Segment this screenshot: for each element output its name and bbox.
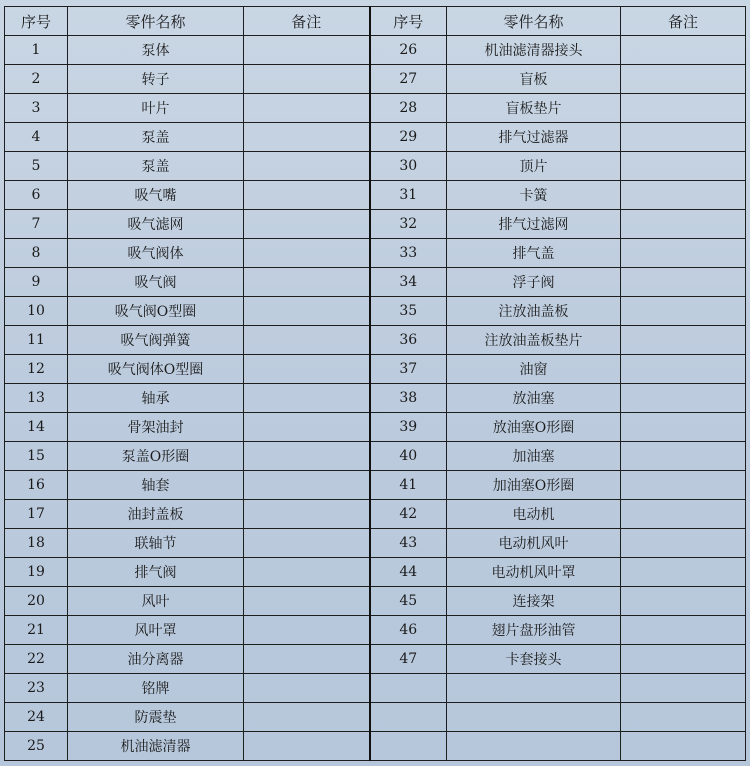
cell-name-right: 放油塞 (447, 384, 621, 413)
cell-name-left: 排气阀 (68, 558, 244, 587)
cell-no-left: 12 (5, 355, 68, 384)
header-name-left: 零件名称 (68, 7, 244, 36)
cell-note-right (621, 210, 746, 239)
cell-name-left: 吸气嘴 (68, 181, 244, 210)
header-note-left: 备注 (244, 7, 370, 36)
cell-no-left: 19 (5, 558, 68, 587)
cell-note-left (244, 152, 370, 181)
cell-no-left: 22 (5, 645, 68, 674)
table-row (5, 674, 746, 703)
cell-name-left: 防震垫 (68, 703, 244, 732)
cell-note-right (621, 65, 746, 94)
cell-no-right: 30 (370, 152, 447, 181)
cell-note-right (621, 94, 746, 123)
cell-note-left (244, 558, 370, 587)
cell-name-left: 吸气阀体O型圈 (68, 355, 244, 384)
cell-no-right (370, 732, 447, 761)
cell-name-right: 顶片 (447, 152, 621, 181)
cell-no-right: 35 (370, 297, 447, 326)
table-row (5, 355, 746, 384)
cell-name-left: 轴承 (68, 384, 244, 413)
cell-no-left: 17 (5, 500, 68, 529)
cell-name-left: 风叶 (68, 587, 244, 616)
cell-note-right (621, 152, 746, 181)
cell-name-left: 吸气阀弹簧 (68, 326, 244, 355)
cell-no-left: 5 (5, 152, 68, 181)
table-row (5, 65, 746, 94)
cell-name-right (447, 703, 621, 732)
cell-no-right: 27 (370, 65, 447, 94)
cell-no-left: 11 (5, 326, 68, 355)
header-no-left: 序号 (5, 7, 68, 36)
cell-no-left: 23 (5, 674, 68, 703)
cell-note-right (621, 268, 746, 297)
cell-note-right (621, 645, 746, 674)
cell-no-left: 14 (5, 413, 68, 442)
cell-name-left: 泵盖 (68, 123, 244, 152)
cell-note-left (244, 645, 370, 674)
cell-note-left (244, 384, 370, 413)
cell-no-right: 44 (370, 558, 447, 587)
cell-note-right (621, 355, 746, 384)
cell-no-right: 26 (370, 36, 447, 65)
cell-no-right: 34 (370, 268, 447, 297)
cell-note-left (244, 239, 370, 268)
table-body (5, 36, 746, 761)
cell-note-right (621, 674, 746, 703)
table-row (5, 239, 746, 268)
cell-no-right: 46 (370, 616, 447, 645)
cell-name-right: 翅片盘形油管 (447, 616, 621, 645)
cell-no-left: 8 (5, 239, 68, 268)
cell-no-left: 18 (5, 529, 68, 558)
cell-note-left (244, 529, 370, 558)
table-row (5, 558, 746, 587)
table-row (5, 732, 746, 761)
cell-no-left: 16 (5, 471, 68, 500)
table-row (5, 94, 746, 123)
cell-note-right (621, 239, 746, 268)
cell-no-left: 1 (5, 36, 68, 65)
cell-name-right: 排气过滤器 (447, 123, 621, 152)
cell-note-right (621, 123, 746, 152)
cell-no-right: 33 (370, 239, 447, 268)
cell-no-left: 15 (5, 442, 68, 471)
table-row (5, 616, 746, 645)
cell-name-right: 盲板垫片 (447, 94, 621, 123)
cell-note-left (244, 326, 370, 355)
cell-no-right: 29 (370, 123, 447, 152)
table-row (5, 297, 746, 326)
table-row (5, 268, 746, 297)
cell-no-right: 42 (370, 500, 447, 529)
cell-name-right: 电动机风叶 (447, 529, 621, 558)
cell-no-right: 31 (370, 181, 447, 210)
header-name-right: 零件名称 (447, 7, 621, 36)
cell-no-left: 13 (5, 384, 68, 413)
header-note-right: 备注 (621, 7, 746, 36)
cell-note-right (621, 384, 746, 413)
cell-no-right: 43 (370, 529, 447, 558)
cell-no-right: 36 (370, 326, 447, 355)
cell-note-right (621, 500, 746, 529)
cell-no-left: 7 (5, 210, 68, 239)
cell-no-right: 41 (370, 471, 447, 500)
cell-note-right (621, 616, 746, 645)
cell-name-left: 骨架油封 (68, 413, 244, 442)
cell-note-right (621, 471, 746, 500)
cell-name-right: 卡套接头 (447, 645, 621, 674)
header-no-right: 序号 (370, 7, 447, 36)
cell-note-left (244, 36, 370, 65)
table-header-row (5, 7, 746, 36)
cell-name-left: 联轴节 (68, 529, 244, 558)
cell-note-right (621, 529, 746, 558)
cell-note-left (244, 94, 370, 123)
cell-name-left: 油分离器 (68, 645, 244, 674)
cell-no-left: 9 (5, 268, 68, 297)
cell-name-left: 油封盖板 (68, 500, 244, 529)
cell-note-right (621, 413, 746, 442)
cell-note-left (244, 500, 370, 529)
cell-no-right: 38 (370, 384, 447, 413)
cell-name-right: 加油塞O形圈 (447, 471, 621, 500)
cell-note-left (244, 181, 370, 210)
table-row (5, 181, 746, 210)
table-row (5, 152, 746, 181)
cell-note-left (244, 355, 370, 384)
cell-name-right: 注放油盖板垫片 (447, 326, 621, 355)
table-row (5, 210, 746, 239)
cell-name-right: 电动机 (447, 500, 621, 529)
cell-name-left: 泵体 (68, 36, 244, 65)
table-row (5, 326, 746, 355)
cell-note-left (244, 442, 370, 471)
cell-no-right: 47 (370, 645, 447, 674)
cell-no-left: 10 (5, 297, 68, 326)
cell-name-right: 排气盖 (447, 239, 621, 268)
cell-name-right: 卡簧 (447, 181, 621, 210)
cell-note-left (244, 616, 370, 645)
cell-no-left: 2 (5, 65, 68, 94)
cell-name-left: 机油滤清器 (68, 732, 244, 761)
cell-note-right (621, 326, 746, 355)
cell-name-right: 注放油盖板 (447, 297, 621, 326)
cell-note-left (244, 471, 370, 500)
cell-no-right: 37 (370, 355, 447, 384)
cell-note-right (621, 703, 746, 732)
table-row (5, 587, 746, 616)
cell-name-right (447, 732, 621, 761)
cell-note-left (244, 210, 370, 239)
cell-note-left (244, 65, 370, 94)
cell-note-left (244, 297, 370, 326)
table-row (5, 645, 746, 674)
table-row (5, 703, 746, 732)
cell-note-left (244, 732, 370, 761)
cell-note-left (244, 587, 370, 616)
cell-name-right: 盲板 (447, 65, 621, 94)
cell-name-right: 机油滤清器接头 (447, 36, 621, 65)
cell-name-left: 吸气阀 (68, 268, 244, 297)
cell-no-right (370, 674, 447, 703)
cell-name-right: 排气过滤网 (447, 210, 621, 239)
cell-no-left: 3 (5, 94, 68, 123)
cell-name-left: 吸气阀O型圈 (68, 297, 244, 326)
cell-no-right: 40 (370, 442, 447, 471)
cell-name-left: 风叶罩 (68, 616, 244, 645)
cell-note-right (621, 587, 746, 616)
cell-name-right: 加油塞 (447, 442, 621, 471)
cell-no-right: 45 (370, 587, 447, 616)
cell-note-left (244, 674, 370, 703)
cell-note-right (621, 297, 746, 326)
table-row (5, 471, 746, 500)
cell-name-left: 叶片 (68, 94, 244, 123)
cell-note-left (244, 268, 370, 297)
cell-name-right: 放油塞O形圈 (447, 413, 621, 442)
cell-no-right (370, 703, 447, 732)
cell-name-right: 电动机风叶罩 (447, 558, 621, 587)
table-row (5, 500, 746, 529)
cell-note-left (244, 123, 370, 152)
cell-no-left: 24 (5, 703, 68, 732)
cell-name-left: 泵盖O形圈 (68, 442, 244, 471)
table-row (5, 529, 746, 558)
table-row (5, 123, 746, 152)
cell-note-right (621, 442, 746, 471)
cell-name-left: 泵盖 (68, 152, 244, 181)
cell-no-right: 32 (370, 210, 447, 239)
cell-name-right: 油窗 (447, 355, 621, 384)
cell-note-left (244, 703, 370, 732)
cell-name-left: 转子 (68, 65, 244, 94)
cell-note-right (621, 732, 746, 761)
cell-name-left: 铭牌 (68, 674, 244, 703)
cell-name-right (447, 674, 621, 703)
table-row (5, 36, 746, 65)
cell-name-right: 浮子阀 (447, 268, 621, 297)
cell-name-left: 吸气滤网 (68, 210, 244, 239)
cell-no-left: 6 (5, 181, 68, 210)
parts-list-table (4, 6, 746, 761)
cell-name-right: 连接架 (447, 587, 621, 616)
table-row (5, 442, 746, 471)
cell-note-left (244, 413, 370, 442)
cell-name-left: 吸气阀体 (68, 239, 244, 268)
table-row (5, 413, 746, 442)
table-row (5, 384, 746, 413)
cell-no-left: 21 (5, 616, 68, 645)
cell-note-right (621, 181, 746, 210)
cell-name-left: 轴套 (68, 471, 244, 500)
cell-note-right (621, 558, 746, 587)
cell-note-right (621, 36, 746, 65)
cell-no-left: 4 (5, 123, 68, 152)
cell-no-left: 20 (5, 587, 68, 616)
cell-no-right: 28 (370, 94, 447, 123)
cell-no-left: 25 (5, 732, 68, 761)
cell-no-right: 39 (370, 413, 447, 442)
